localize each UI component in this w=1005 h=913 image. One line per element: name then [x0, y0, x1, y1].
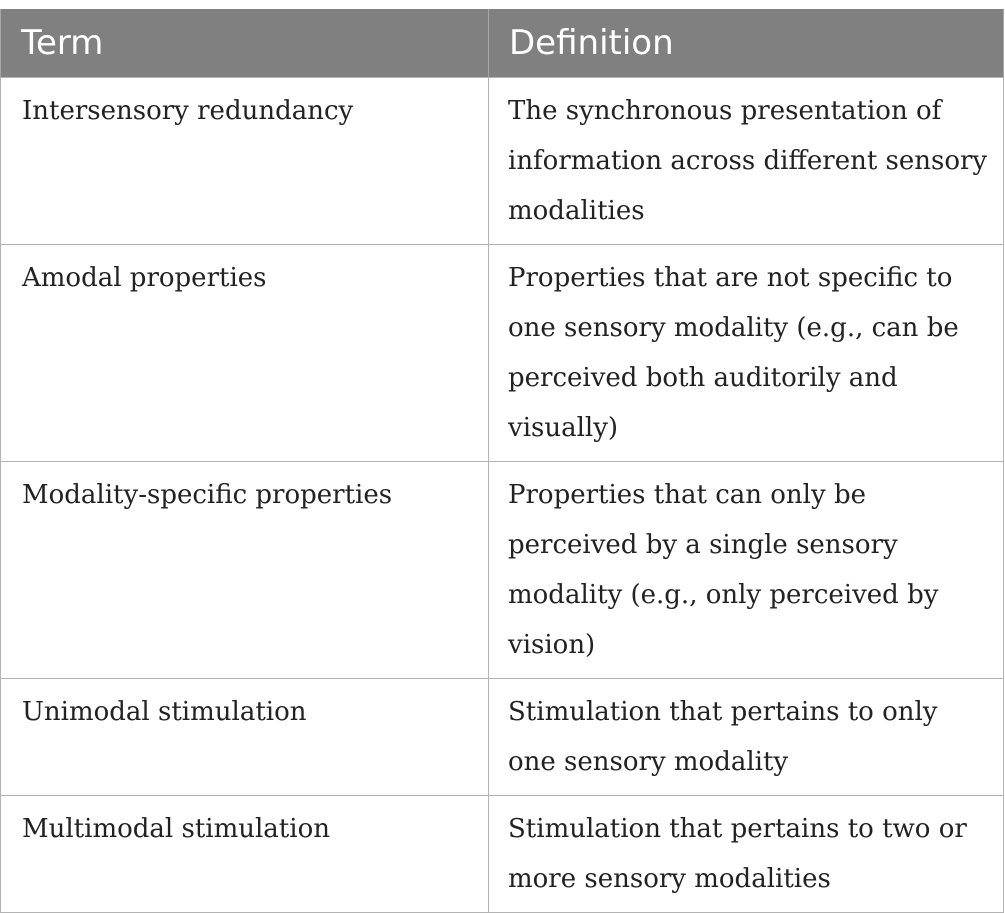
term-cell: Intersensory redundancy: [1, 78, 489, 245]
definition-cell: Stimulation that pertains to only one sensory modality: [489, 679, 1004, 796]
definition-cell: Stimulation that pertains to two or more sensory modalities: [489, 796, 1004, 913]
term-column-header: Term: [1, 9, 489, 78]
table-row: [1, 245, 1004, 462]
definition-cell: Properties that are not specific to one sensory modality (e.g., can be perceived both auditorily and visually): [489, 245, 1004, 462]
definition-cell: Properties that can only be perceived by a single sensory modality (e.g., only perceived by vision): [489, 462, 1004, 679]
definitions-table-container: [0, 9, 1003, 913]
term-cell: Modality-specific properties: [1, 462, 489, 679]
table-row: [1, 462, 1004, 679]
definition-column-header: Definition: [489, 9, 1004, 78]
header-row: [1, 9, 1004, 78]
term-cell: Unimodal stimulation: [1, 679, 489, 796]
table-body: [1, 78, 1004, 913]
table-header: [1, 9, 1004, 78]
table-row: [1, 78, 1004, 245]
term-cell: Multimodal stimulation: [1, 796, 489, 913]
table-row: [1, 679, 1004, 796]
table-row: [1, 796, 1004, 913]
term-cell: Amodal properties: [1, 245, 489, 462]
definition-cell: The synchronous presentation of information across different sensory modalities: [489, 78, 1004, 245]
definitions-table: [0, 9, 1004, 913]
